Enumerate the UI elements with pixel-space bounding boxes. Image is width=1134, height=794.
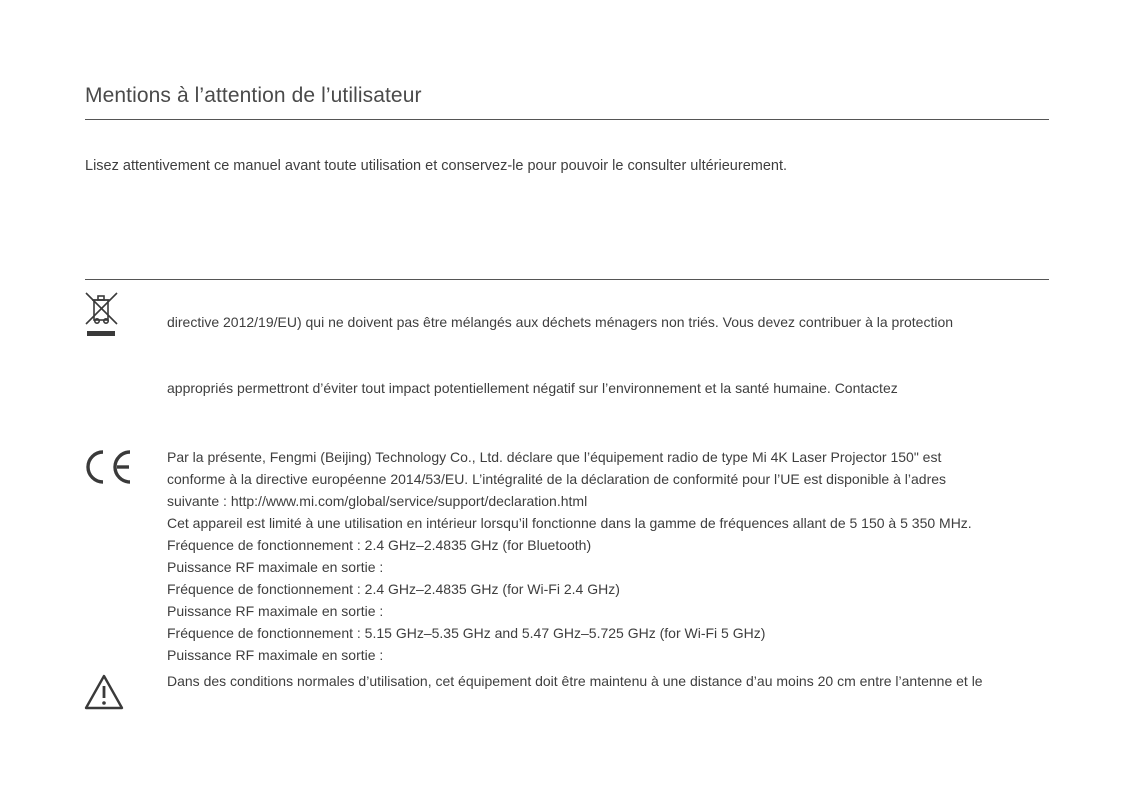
ce-line: Puissance RF maximale en sortie : bbox=[167, 559, 384, 575]
ce-line: Cet appareil est limité à une utilisation en intérieur lorsqu’il fonctionne dans la gamme de fréquences allant de 5 150 à 5 350 MHz. bbox=[167, 515, 972, 531]
ce-line: Fréquence de fonctionnement : 2.4 GHz–2.4835 GHz (for Wi-Fi 2.4 GHz) bbox=[167, 581, 620, 597]
warning-text: Dans des conditions normales d’utilisation, cet équipement doit être maintenu à une distance d’au moins 20 cm entre l’antenne et le bbox=[167, 673, 983, 689]
ce-line: Puissance RF maximale en sortie : bbox=[167, 647, 384, 663]
title-divider bbox=[85, 119, 1049, 120]
weee-text-line1: directive 2012/19/EU) qui ne doivent pas être mélangés aux déchets ménagers non triés. Vous devez contribuer à la protection bbox=[167, 314, 954, 330]
ce-declaration bbox=[167, 446, 972, 666]
ce-line: Fréquence de fonctionnement : 2.4 GHz–2.4835 GHz (for Bluetooth) bbox=[167, 537, 592, 553]
section-divider bbox=[85, 279, 1049, 280]
ce-line: conforme à la directive européenne 2014/53/EU. L’intégralité de la déclaration de conformité pour l’UE est disponible à l’adres bbox=[167, 471, 947, 487]
intro-text: Lisez attentivement ce manuel avant toute utilisation et conservez-le pour pouvoir le consulter ultérieurement. bbox=[85, 158, 788, 174]
crossed-bin-icon bbox=[84, 291, 120, 339]
ce-line: Puissance RF maximale en sortie : bbox=[167, 603, 384, 619]
ce-line: Par la présente, Fengmi (Beijing) Technology Co., Ltd. déclare que l’équipement radio de type Mi 4K Laser Projector 150" est bbox=[167, 449, 942, 465]
warning-triangle-icon bbox=[84, 674, 124, 710]
weee-text-line2: appropriés permettront d’éviter tout impact potentiellement négatif sur l’environnement et la santé humaine. Contactez bbox=[167, 380, 898, 396]
page-title: Mentions à l’attention de l’utilisateur bbox=[85, 84, 422, 107]
ce-mark-icon bbox=[84, 449, 134, 485]
ce-line: suivante : http://www.mi.com/global/service/support/declaration.html bbox=[167, 493, 588, 509]
ce-line: Fréquence de fonctionnement : 5.15 GHz–5.35 GHz and 5.47 GHz–5.725 GHz (for Wi-Fi 5 GHz) bbox=[167, 625, 766, 641]
